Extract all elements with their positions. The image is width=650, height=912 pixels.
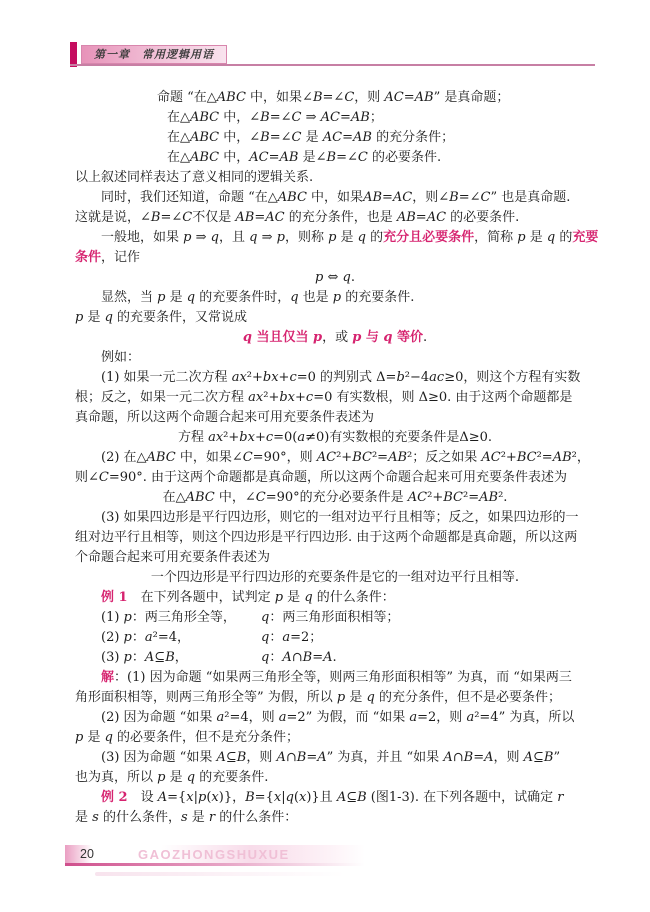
text-line [75,308,595,328]
text-line [75,808,595,828]
text-run: ，记作 [101,250,141,265]
text-line [75,548,595,568]
text-line [75,508,595,528]
highlight-text: 解 [101,670,115,685]
text-run: 例如： [101,350,141,365]
text-run: ，或 [322,330,353,345]
text-line [75,788,595,808]
text-run: 设 A={x|p(x)}，B={x|q(x)}且 A⊆B (图1-3). 在下列各题中，试确定 r [127,790,564,805]
text-run: 角形面积相等，则两三角形全等” 为假，所以 p 是 q 的充分条件，但不是必要条件； [75,690,561,705]
text-run: ：(1) 因为命题 “如果两三角形全等，则两三角形面积相等” 为真，而 “如果两三 [114,670,572,685]
highlight-text: 充分且必要条件 [383,230,475,245]
text-line [75,348,595,368]
text-run: 组对边平行且相等，则这个四边形是平行四边形. 由于这两个命题都是真命题，所以这两 [75,530,578,545]
text-line [75,608,595,628]
highlight-text: 例 1 [101,590,128,605]
text-run: (2) 在△ABC 中，如果∠C=90°，则 AC²+BC²=AB²；反之如果 AC²+BC²=AB²， [101,450,590,465]
text-run: 一个四边形是平行四边形的充要条件是它的一组对边平行且相等. [150,570,520,585]
text-run: 真命题，所以这两个命题合起来可用充要条件表述为 [75,410,375,425]
text-line [75,748,595,768]
text-run: (2) 因为命题 “如果 a²=4，则 a=2” 为假，而 “如果 a=2，则 a²=4” 为真，所以 [101,710,575,725]
text-line [75,268,595,288]
text-run: ，简称 p 是 q 的 [474,230,573,245]
text-line [75,148,595,168]
text-run: (1) p：两三角形全等， [101,610,236,625]
header-rule [70,64,595,66]
text-run: 以上叙述同样表达了意义相同的逻辑关系. [75,170,314,185]
text-run: (3) p：A⊆B， [101,650,188,665]
chapter-header: 第一章 常用逻辑用语 [81,45,227,64]
text-run: p 是 q 的必要条件，但不是充分条件； [75,730,300,745]
body-text [75,88,599,828]
text-line [75,728,595,748]
text-line [75,428,595,448]
text-run: 命题 “在△ABC 中，如果∠B=∠C，则 AC=AB” 是真命题； [157,90,510,105]
text-line [75,208,595,228]
text-line [75,288,595,308]
text-run: 在△ABC 中，∠C=90°的充分必要条件是 AC²+BC²=AB². [162,490,508,505]
text-run: (3) 因为命题 “如果 A⊆B，则 A∩B=A” 为真，并且 “如果 A∩B=A，则 A⊆B” [101,750,561,765]
text-run: 根；反之，如果一元二次方程 ax²+bx+c=0 有实数根，则 Δ≥0. 由于这两个命题都是 [75,390,573,405]
text-run: (3) 如果四边形是平行四边形，则它的一组对边平行且相等；反之，如果四边形的一 [101,510,579,525]
text-run: 一般地，如果 p ⇒ q，且 q ⇒ p，则称 p 是 q 的 [101,230,384,245]
text-line [75,128,595,148]
text-run: 这就是说，∠B=∠C不仅是 AB=AC 的充分条件，也是 AB=AC 的必要条件. [75,210,520,225]
text-line [75,248,595,268]
text-line [75,368,595,388]
text-run: 在△ABC 中，AC=AB 是∠B=∠C 的必要条件. [167,150,442,165]
text-line [75,168,595,188]
text-run: p 是 q 的充要条件，又常说成 [75,310,248,325]
text-line [75,388,595,408]
text-line [75,408,595,428]
text-run: 在△ABC 中，∠B=∠C ⇒ AC=AB； [167,110,383,125]
highlight-text: q 当且仅当 p [242,330,323,345]
text-run: p ⇔ q. [315,270,355,285]
text-run: (2) p：a²=4， [101,630,191,645]
highlight-text: 条件 [75,250,102,265]
highlight-text: p 与 q 等价 [352,330,424,345]
text-line [75,648,595,668]
text-line [75,668,595,688]
text-line [75,628,595,648]
text-line [75,588,595,608]
text-line [75,188,595,208]
watermark: GAOZHONGSHUXUE [138,847,290,862]
text-run: q：a=2； [261,630,323,645]
text-line [75,688,595,708]
text-run: q：A∩B=A. [261,650,337,665]
text-run: 方程 ax²+bx+c=0(a≠0)有实数根的充要条件是Δ≥0. [177,430,493,445]
highlight-text: 例 2 [101,790,128,805]
text-run: 也为真，所以 p 是 q 的充要条件. [75,770,269,785]
text-run: 在△ABC 中，∠B=∠C 是 AC=AB 的充分条件； [167,130,455,145]
text-run: 在下列各题中，试判定 p 是 q 的什么条件： [127,590,395,605]
text-line [75,768,595,788]
text-run: 则∠C=90°. 由于这两个命题都是真命题，所以这两个命题合起来可用充要条件表述为 [75,470,568,485]
text-line [75,468,595,488]
text-line [75,708,595,728]
footer-shadow [95,872,345,876]
text-line [75,328,595,348]
highlight-text: 充要 [572,230,599,245]
text-line [75,488,595,508]
text-run: q：两三角形面积相等； [261,610,400,625]
text-line [75,528,595,548]
text-run: 同时，我们还知道，命题 “在△ABC 中，如果AB=AC，则∠B=∠C” 也是真命题. [101,190,571,205]
footer-rule [65,863,365,866]
text-line [75,88,595,108]
page-number: 20 [80,847,94,861]
text-run: 是 s 的什么条件，s 是 r 的什么条件： [75,810,298,825]
text-line [75,108,595,128]
text-run: 个命题合起来可用充要条件表述为 [75,550,271,565]
footer-bar [65,845,365,863]
text-run: . [423,330,428,345]
text-line [75,448,595,468]
text-run: (1) 如果一元二次方程 ax²+bx+c=0 的判别式 Δ=b²−4ac≥0，则这个方程有实数 [101,370,581,385]
text-run: 显然，当 p 是 q 的充要条件时，q 也是 p 的充要条件. [101,290,415,305]
text-line [75,228,599,248]
text-line [75,568,595,588]
